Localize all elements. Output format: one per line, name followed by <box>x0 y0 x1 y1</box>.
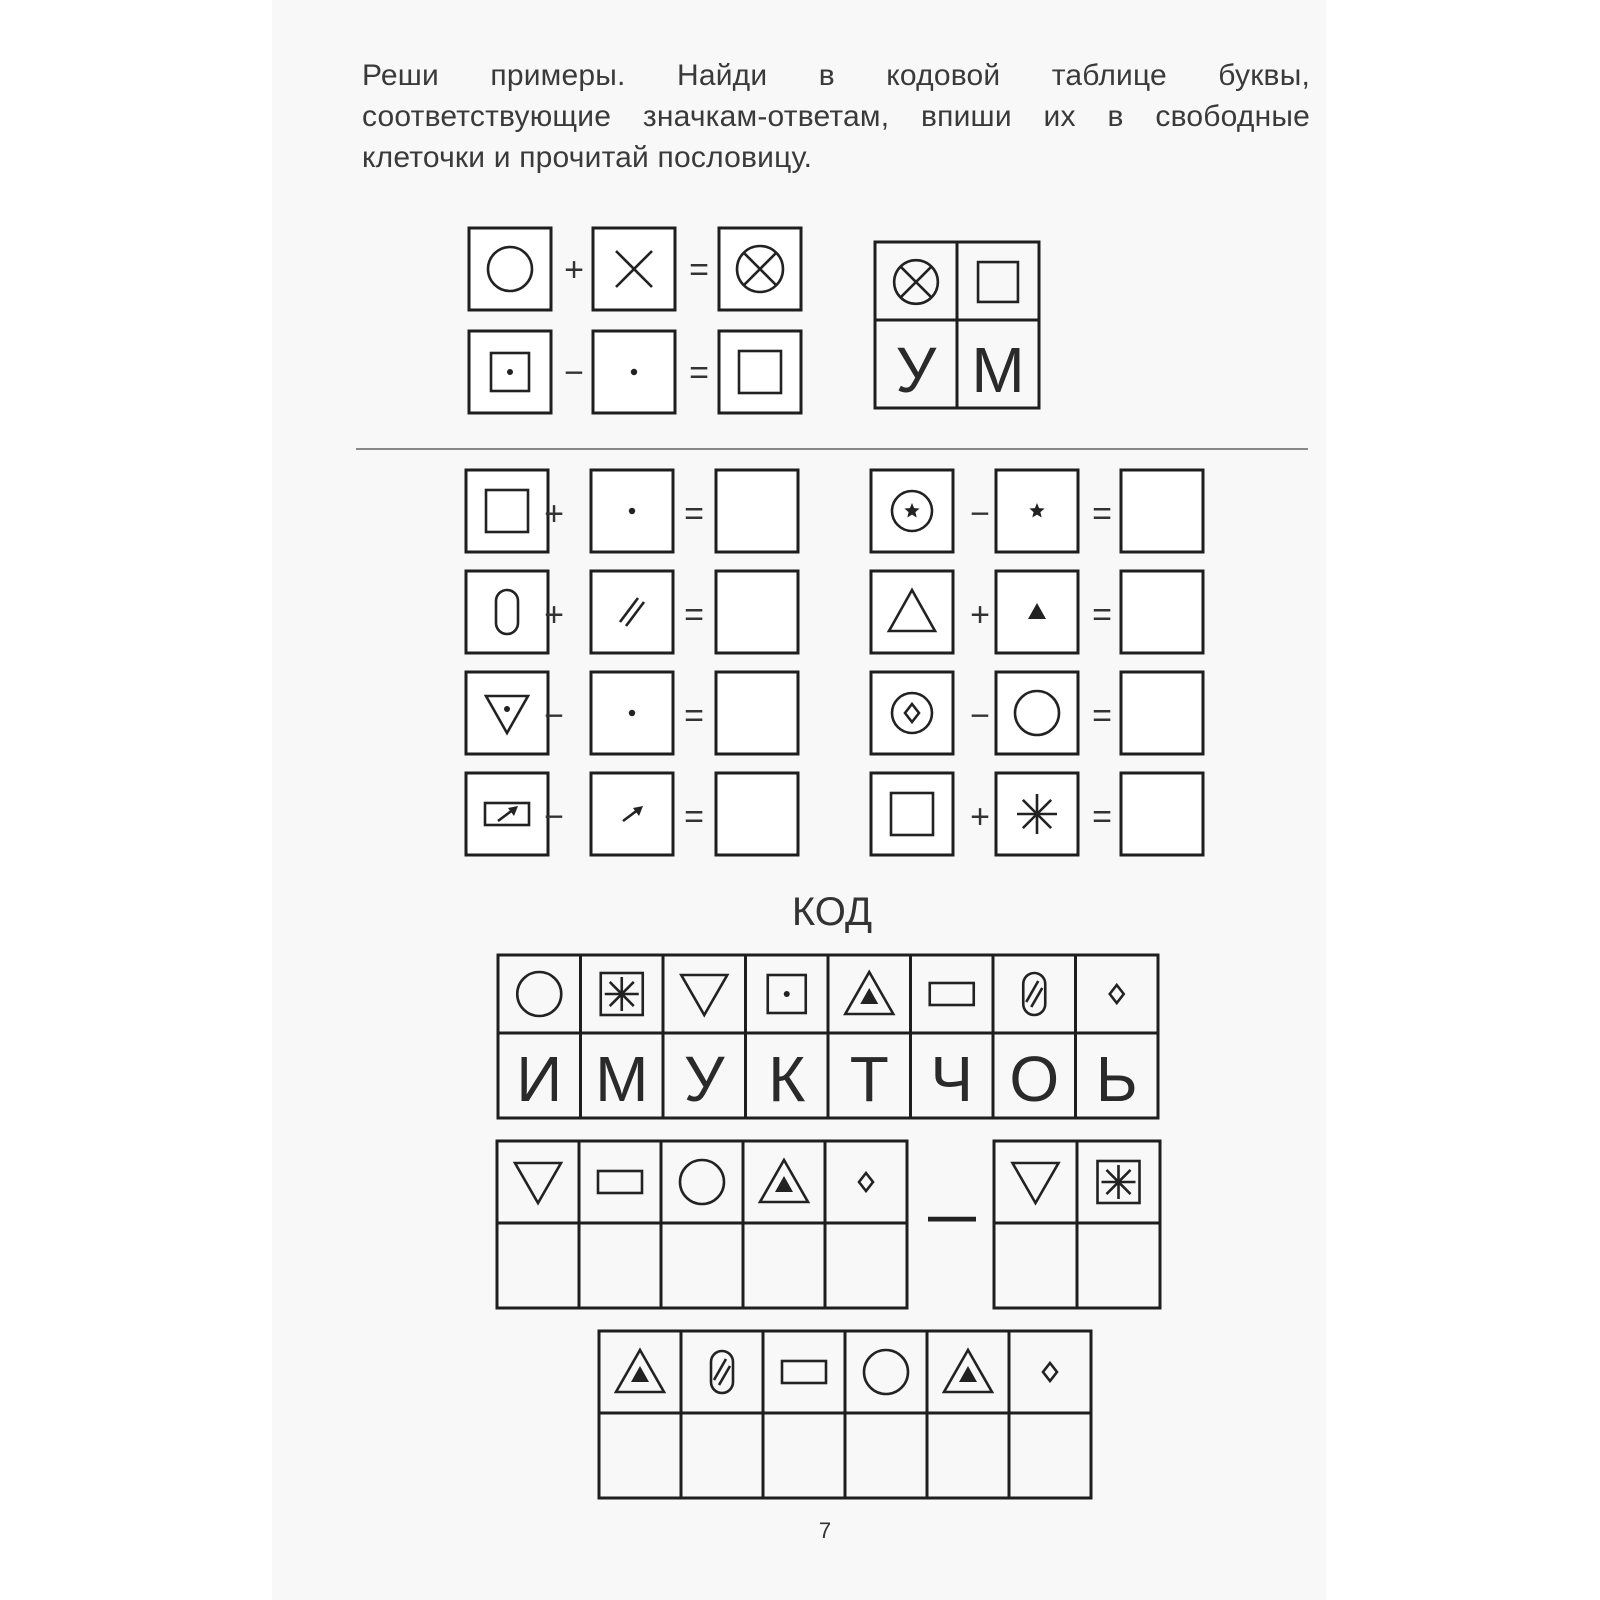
equation <box>466 672 798 754</box>
code-title: КОД <box>791 890 873 934</box>
answer-letter-cell[interactable] <box>684 1416 760 1495</box>
answer-letter-cell[interactable] <box>1012 1416 1088 1495</box>
equation <box>466 773 798 855</box>
code-letter: И <box>516 1043 563 1115</box>
operand-box <box>466 571 548 653</box>
operator: − <box>544 798 564 836</box>
operator: − <box>970 495 990 533</box>
diamond-icon <box>1043 1363 1057 1381</box>
triangle-nested-icon <box>845 972 893 1014</box>
circle-cross-icon <box>894 260 938 304</box>
diamond-icon <box>1110 985 1124 1003</box>
equals-sign: = <box>684 495 704 533</box>
answer-letter-cell[interactable] <box>930 1416 1006 1495</box>
answer-box[interactable] <box>1121 773 1203 855</box>
example-letter: М <box>971 334 1025 406</box>
page-number: 7 <box>818 1518 832 1543</box>
equals-sign: = <box>1092 798 1112 836</box>
equation <box>871 672 1203 754</box>
answer-row-2 <box>599 1331 1091 1498</box>
answer-row-1 <box>497 1141 1160 1308</box>
answer-letter-cell[interactable] <box>746 1226 822 1305</box>
equation <box>466 470 798 552</box>
operand-box <box>469 228 551 310</box>
operator: + <box>970 798 990 836</box>
answer-box[interactable] <box>1121 672 1203 754</box>
result-box <box>719 331 801 413</box>
triangle-down-icon <box>515 1163 561 1203</box>
equation <box>871 470 1203 552</box>
triangle-nested-icon <box>616 1350 664 1392</box>
equals-sign: = <box>1092 495 1112 533</box>
equation <box>871 773 1203 855</box>
equations-section <box>466 470 1203 855</box>
code-letter: К <box>768 1043 806 1115</box>
answer-letter-cell[interactable] <box>602 1416 678 1495</box>
answer-letter-cell[interactable] <box>828 1226 904 1305</box>
answer-box[interactable] <box>716 672 798 754</box>
operator: + <box>564 251 584 289</box>
answer-letter-cell[interactable] <box>848 1416 924 1495</box>
circle-icon <box>517 972 561 1016</box>
operator: − <box>564 354 584 392</box>
operator: − <box>970 697 990 735</box>
answer-box[interactable] <box>716 571 798 653</box>
operand-box <box>591 571 673 653</box>
code-letter: У <box>683 1043 725 1115</box>
answer-letter-cell[interactable] <box>997 1226 1074 1305</box>
answer-box[interactable] <box>1121 470 1203 552</box>
triangle-nested-icon <box>760 1160 808 1202</box>
equals-sign: = <box>689 251 709 289</box>
answer-box[interactable] <box>1121 571 1203 653</box>
circle-icon <box>864 1350 908 1394</box>
triangle-nested-icon <box>944 1350 992 1392</box>
triangle-down-icon <box>1013 1163 1059 1203</box>
equals-sign: = <box>684 697 704 735</box>
example-section <box>469 228 1039 413</box>
square-asterisk-icon <box>1098 1161 1140 1203</box>
operand-box <box>996 672 1078 754</box>
equals-sign: = <box>1092 596 1112 634</box>
operand-box <box>871 571 953 653</box>
answer-box[interactable] <box>716 773 798 855</box>
operator: + <box>544 596 564 634</box>
equals-sign: = <box>684 798 704 836</box>
answer-letter-cell[interactable] <box>766 1416 842 1495</box>
operand-box <box>871 672 953 754</box>
code-letter: Ь <box>1095 1043 1138 1115</box>
square-asterisk-icon <box>601 973 643 1015</box>
example-equation <box>469 331 801 413</box>
rectangle-icon <box>598 1171 642 1193</box>
example-equation <box>469 228 801 310</box>
operator: − <box>544 697 564 735</box>
answer-letter-cell[interactable] <box>1080 1226 1157 1305</box>
equals-sign: = <box>684 596 704 634</box>
equals-sign: = <box>1092 697 1112 735</box>
dot-icon <box>629 710 635 716</box>
instruction-text: Реши примеры. Найди в кодовой таблице буквы, соответствующие значкам-ответам, впиши их в свободные клеточки и прочитай пословицу. <box>362 59 1310 174</box>
asterisk-icon <box>1017 794 1057 834</box>
example-answer-grid <box>875 242 1039 408</box>
dash-separator: — <box>928 1190 976 1243</box>
rectangle-icon <box>782 1361 826 1383</box>
rectangle-icon <box>930 983 974 1005</box>
operator: + <box>544 495 564 533</box>
answer-box[interactable] <box>716 470 798 552</box>
operand-box <box>466 470 548 552</box>
diamond-icon <box>859 1173 873 1191</box>
operator: + <box>970 596 990 634</box>
code-letter: О <box>1009 1043 1060 1115</box>
dot-icon <box>631 369 637 375</box>
answer-word-3 <box>599 1331 1091 1498</box>
answer-word-2 <box>994 1141 1160 1308</box>
operand-box <box>871 773 953 855</box>
answer-letter-cell[interactable] <box>664 1226 740 1305</box>
answer-letter-cell[interactable] <box>582 1226 658 1305</box>
code-letter: М <box>595 1043 649 1115</box>
equation <box>466 571 798 653</box>
answer-letter-cell[interactable] <box>500 1226 576 1305</box>
square-dot-icon <box>768 975 806 1013</box>
oval-slash-icon <box>711 1351 733 1393</box>
code-table <box>498 955 1158 1118</box>
equals-sign: = <box>689 354 709 392</box>
triangle-down-icon <box>681 975 727 1015</box>
circle-icon <box>680 1160 724 1204</box>
oval-slash-icon <box>1023 973 1045 1015</box>
example-letter: У <box>895 334 937 406</box>
dot-icon <box>629 508 635 514</box>
equation <box>871 571 1203 653</box>
code-letter: Ч <box>930 1043 974 1115</box>
square-icon <box>978 262 1018 302</box>
code-letter: Т <box>849 1043 889 1115</box>
operand-box <box>466 672 548 754</box>
answer-word-1 <box>497 1141 907 1308</box>
